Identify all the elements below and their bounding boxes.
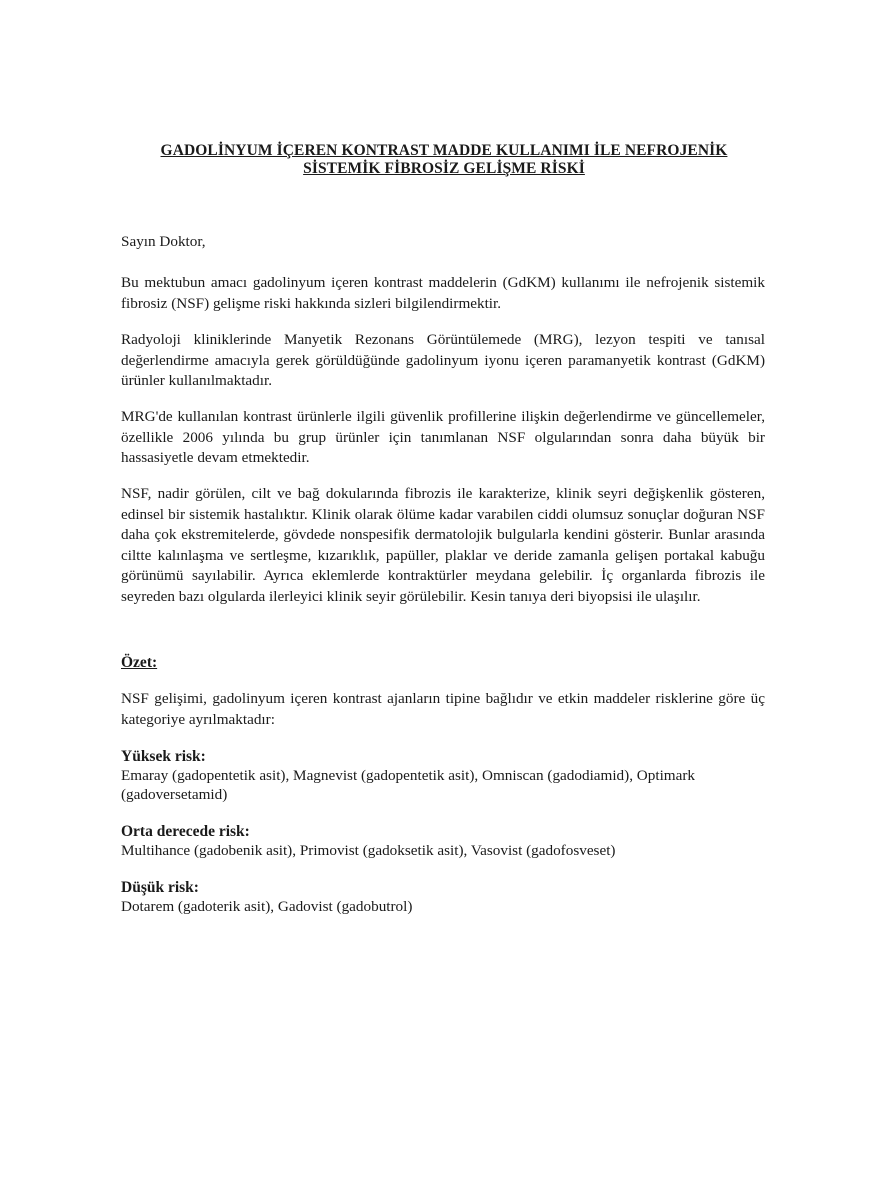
- medium-risk-label: Orta derecede risk:: [121, 823, 250, 840]
- title-line-1: GADOLİNYUM İÇEREN KONTRAST MADDE KULLANIMI İLE NEFROJENİK: [160, 142, 728, 159]
- paragraph-text: Bu mektubun amacı gadolinyum içeren kontrast maddelerin (GdKM) kullanımı ile nefrojenik sistemik fibrosiz (NSF) gelişme riski hakkında sizleri bilgilendirmektir.: [121, 274, 765, 312]
- salutation: [121, 232, 765, 253]
- low-risk-label: Düşük risk:: [121, 879, 199, 896]
- paragraph-mrg-usage: [121, 330, 765, 392]
- paragraph-safety-profiles: [121, 407, 765, 469]
- paragraph-text: NSF, nadir görülen, cilt ve bağ dokularında fibrozis ile karakterize, klinik seyri değişkenlik gösteren, edinsel bir sistemik hastalıktır. Klinik olarak ölüme kadar varabilen ciddi olumsuz sonuçlar doğuran NSF daha çok ekstremitelerde, gövdede nonspesifik dermatolojik bulgularla kendini gösterir. Bunlar arasında ciltte kalınlaşma ve sertleşme, kızarıklık, papüller, plaklar ve deride zamanla gelişen portakal kabuğu görünümü sayılabilir. Ayrıca eklemlerde kontraktürler meydana gelebilir. İç organlarda fibrozis ile seyreden bazı olgularda ilerleyici klinik seyir görülebilir. Kesin tanıya deri biyopsisi ile ulaşılır.: [121, 485, 765, 605]
- high-risk-label: Yüksek risk:: [121, 748, 206, 765]
- medium-risk-section: [121, 822, 765, 860]
- summary-intro-text: NSF gelişimi, gadolinyum içeren kontrast ajanların tipine bağlıdır ve etkin maddeler risklerine göre üç kategoriye ayrılmaktadır:: [121, 690, 765, 728]
- salutation-text: Sayın Doktor,: [121, 233, 206, 250]
- paragraph-text: MRG'de kullanılan kontrast ürünlerle ilgili güvenlik profillerine ilişkin değerlendirme ve güncellemeler, özellikle 2006 yılında bu grup ürünler için tanımlanan NSF olgularından sonra daha büyük bir hassasiyetle devam etmektedir.: [121, 408, 765, 466]
- paragraph-text: Radyoloji kliniklerinde Manyetik Rezonans Görüntülemede (MRG), lezyon tespiti ve tanısal değerlendirme amacıyla gerek görüldüğünde gadolinyum iyonu içeren paramanyetik kontrast (GdKM) ürünler kullanılmaktadır.: [121, 331, 765, 389]
- title-line-2: SİSTEMİK FİBROSİZ GELİŞME RİSKİ: [303, 160, 585, 177]
- low-risk-section: [121, 878, 765, 916]
- paragraph-nsf-description: [121, 484, 765, 607]
- medium-risk-items: Multihance (gadobenik asit), Primovist (gadoksetik asit), Vasovist (gadofosveset): [121, 842, 616, 859]
- document-title: [118, 142, 770, 178]
- summary-intro: [121, 689, 765, 730]
- high-risk-items: Emaray (gadopentetik asit), Magnevist (gadopentetik asit), Omniscan (gadodiamid), Optimark (gadoversetamid): [121, 767, 696, 803]
- paragraph-purpose: [121, 273, 765, 314]
- high-risk-section: [121, 747, 765, 804]
- low-risk-items: Dotarem (gadoterik asit), Gadovist (gadobutrol): [121, 898, 413, 915]
- summary-heading: Özet:: [121, 654, 158, 671]
